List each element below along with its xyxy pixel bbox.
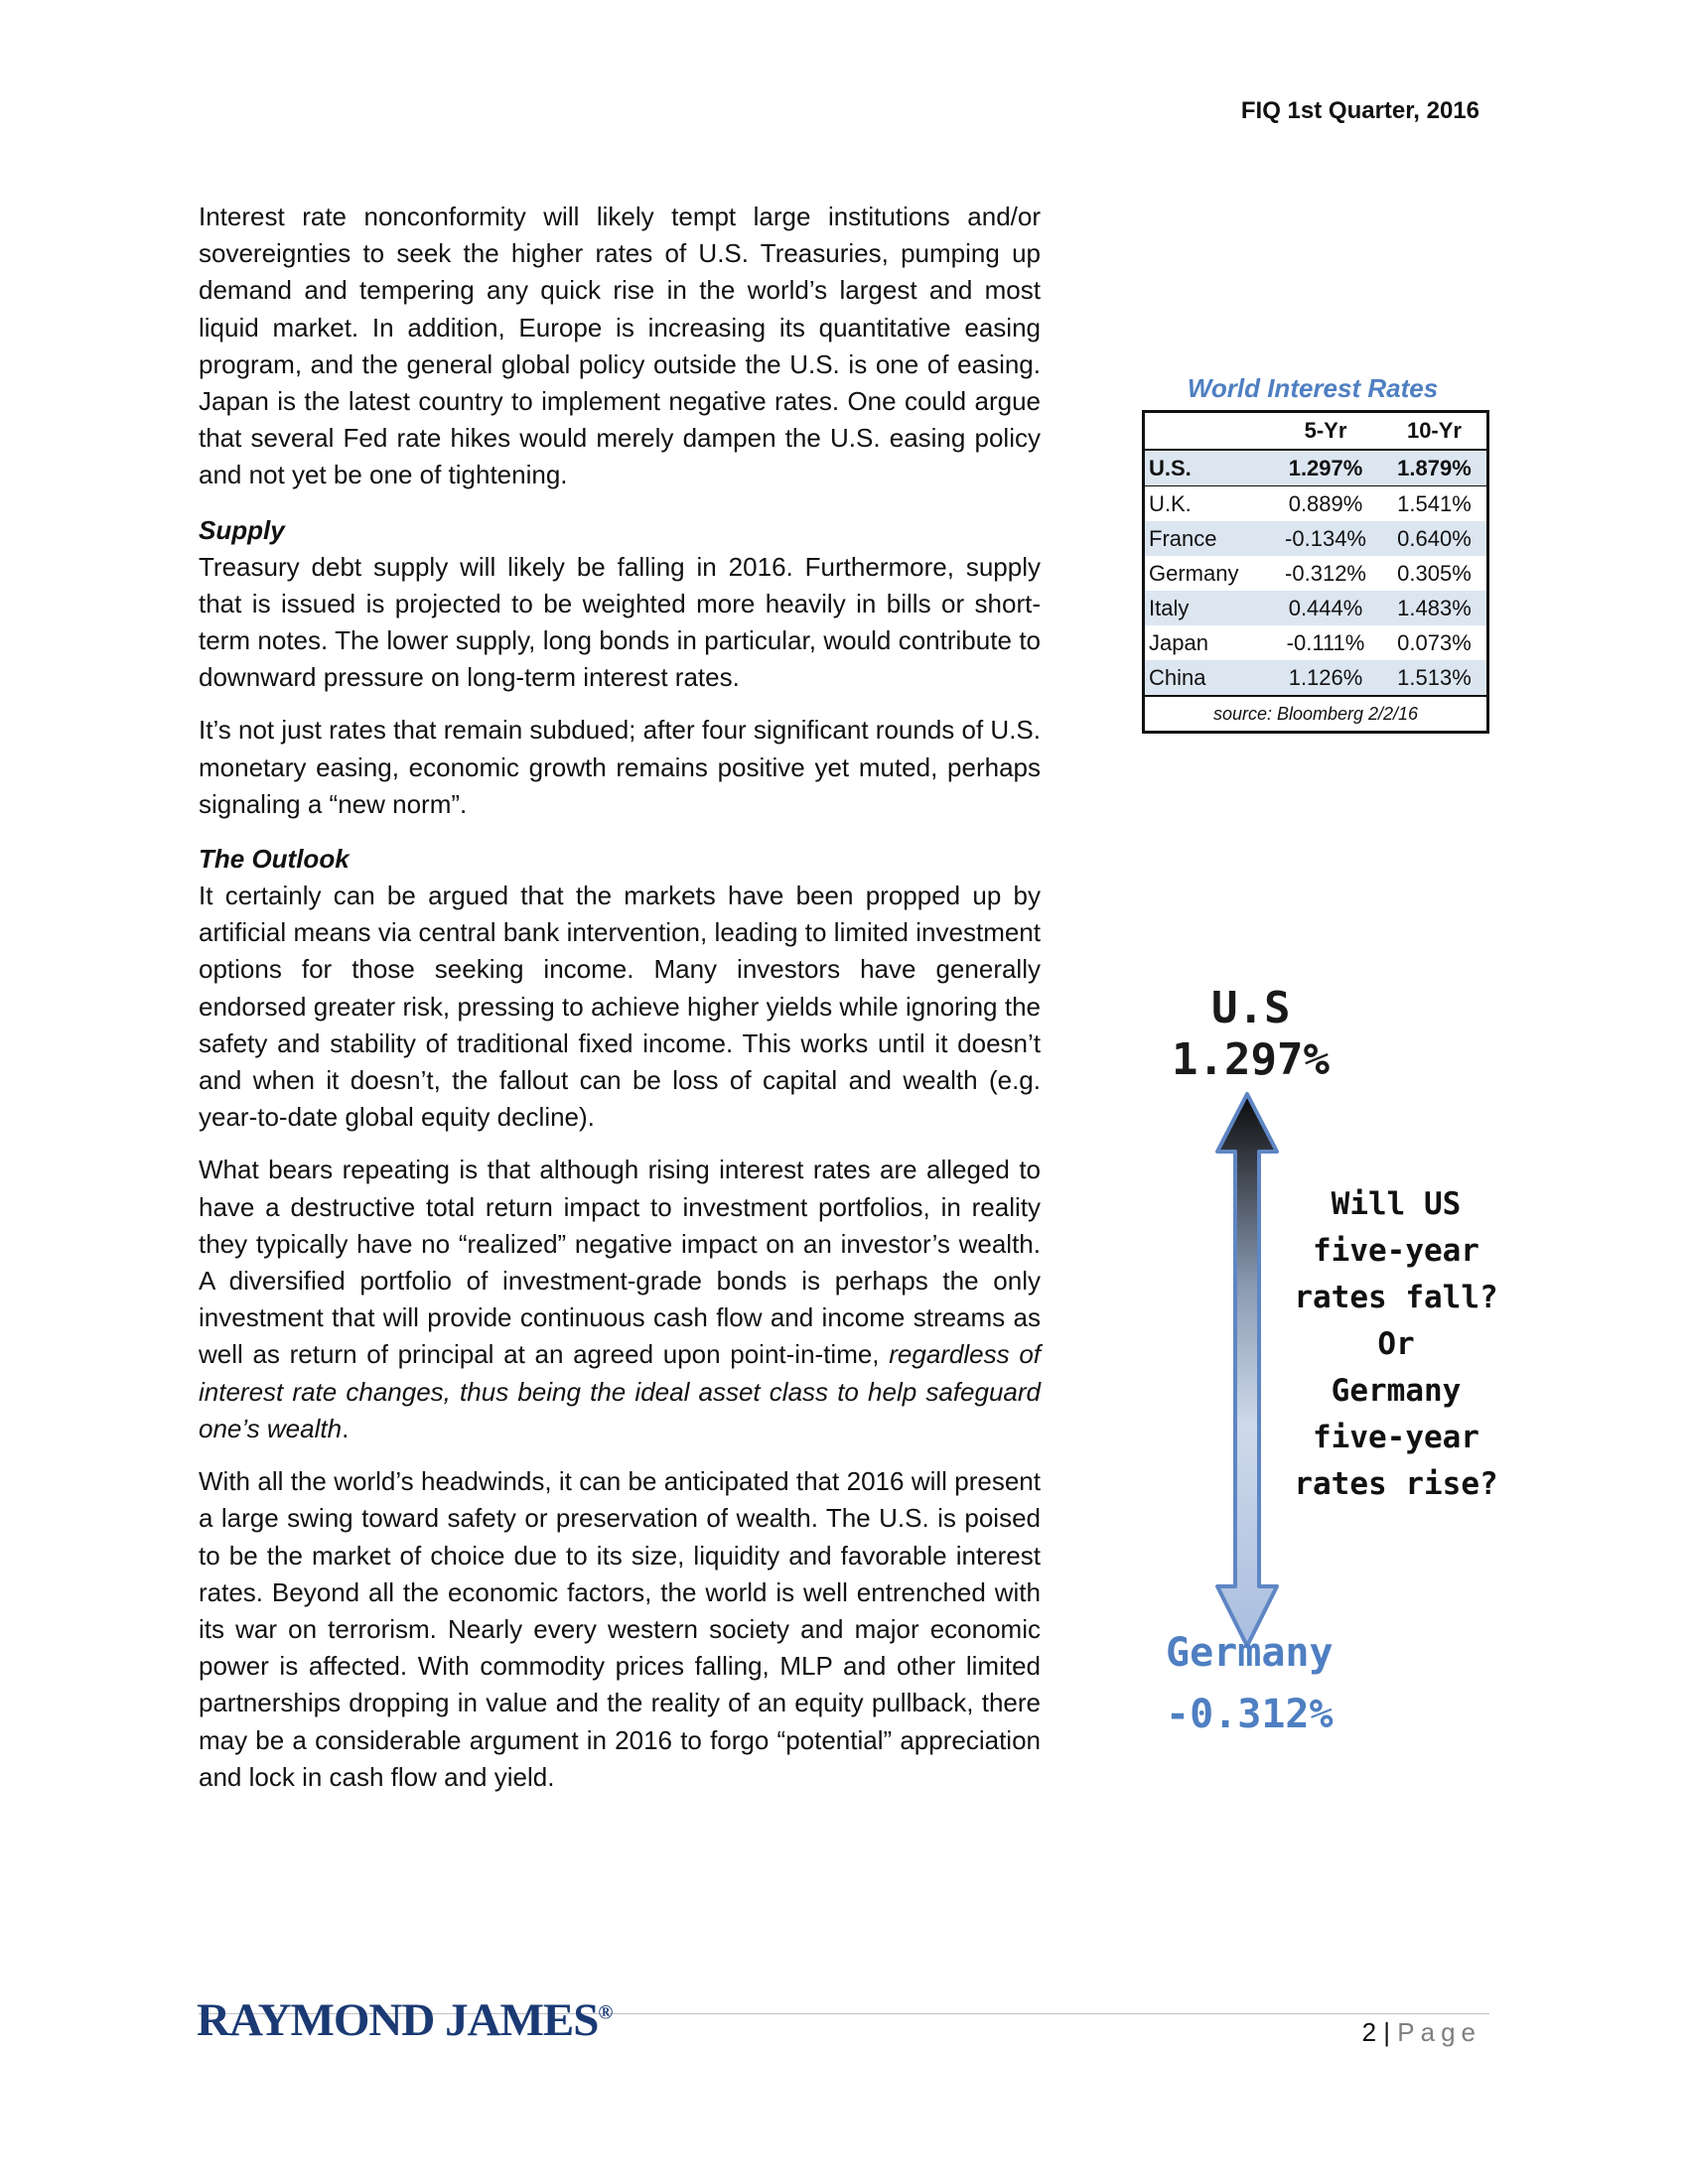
rate-5yr-cell: 1.126% — [1269, 660, 1382, 696]
page-header-title: FIQ 1st Quarter, 2016 — [1240, 97, 1479, 124]
registered-mark: ® — [598, 2001, 613, 2024]
rate-10yr-cell: 1.483% — [1382, 591, 1488, 625]
table-source-row — [1144, 696, 1488, 733]
table-row — [1144, 625, 1488, 660]
country-cell: Italy — [1144, 591, 1270, 625]
paragraph-headwinds: With all the world’s headwinds, it can be anticipated that 2016 will present a large swing toward safety or preservation of wealth. The U.S. is poised to be the market of choice due to its size, liquidity and favorable interest rates. Beyond all the economic factors, the world is well entrenched with its war on terrorism. Nearly every western society and major economic power is affected. With commodity prices falling, MLP and other limited partnerships dropping in value and the reality of an equity pullback, there may be a considerable argument in 2016 to forgo “potential” appreciation and lock in cash flow and yield. — [199, 1466, 1041, 1792]
table-row — [1144, 450, 1488, 486]
us-label: U.S — [1211, 983, 1291, 1033]
paragraph-outlook: It certainly can be argued that the markets have been propped up by artificial means via central bank intervention, leading to limited investment options for those seeking income. Many investors have generally endorsed greater risk, pressing to achieve higher yields while ignoring the safety and stability of traditional fixed income. This works until it doesn’t and when it doesn’t, the fallout can be loss of capital and wealth (e.g. year-to-date global equity decline). — [199, 881, 1041, 1133]
country-cell: U.S. — [1144, 450, 1270, 486]
rate-10yr-cell: 1.541% — [1397, 490, 1472, 516]
header-10yr: 10-Yr — [1382, 412, 1488, 451]
bonds-emphasis: regardless of interest rate changes, thus being the ideal asset class to help safeguard one’s wealth — [199, 1339, 1041, 1443]
table-row — [1144, 660, 1488, 696]
table-source: source: Bloomberg 2/2/16 — [1144, 696, 1488, 733]
country-cell: France — [1144, 521, 1270, 556]
rate-5yr-cell: -0.134% — [1269, 521, 1382, 556]
table-row — [1144, 486, 1488, 522]
arrow-question-text: Will US five-year rates fall? Or Germany five-year rates rise? — [1294, 1186, 1498, 1502]
page-number — [1362, 2017, 1481, 2048]
table-row — [1144, 521, 1488, 556]
germany-label: Germany — [1166, 1630, 1334, 1676]
table-row — [1144, 556, 1488, 591]
rate-arrow-figure — [1152, 983, 1509, 1747]
rates-table-title: World Interest Rates — [1187, 373, 1439, 403]
page-separator: | — [1383, 2017, 1391, 2047]
logo-text: RAYMOND JAMES — [197, 1994, 599, 2046]
main-text-column — [199, 199, 1041, 1812]
rate-5yr-cell: 1.297% — [1269, 450, 1382, 486]
paragraph-bonds — [199, 1152, 1041, 1447]
header-5yr: 5-Yr — [1269, 412, 1382, 451]
rate-5yr-cell: -0.111% — [1286, 629, 1365, 655]
rate-10yr-cell: 1.513% — [1382, 660, 1488, 696]
paragraph-growth: It’s not just rates that remain subdued; after four significant rounds of U.S. monetary easing, economic growth remains positive yet muted, perhaps signaling a “new norm”. — [199, 715, 1041, 819]
heading-supply: Supply — [199, 514, 285, 545]
rate-5yr-cell: 0.889% — [1288, 490, 1363, 516]
rate-10yr-cell: 1.879% — [1382, 450, 1488, 486]
page-number-value: 2 — [1361, 2017, 1377, 2047]
table-row — [1144, 591, 1488, 625]
header-country — [1144, 412, 1270, 451]
germany-rate-value: -0.312% — [1166, 1692, 1334, 1737]
rate-10yr-cell: 0.640% — [1382, 521, 1488, 556]
bonds-text: What bears repeating is that although rising interest rates are alleged to have a destructive total return impact to investment portfolios, in reality they typically have no “realized” negative impact on an investor’s wealth. A diversified portfolio of investment-grade bonds is perhaps the only investment that will provide continuous cash flow and income streams as well as return of principal at an agreed upon point-in-time, — [199, 1155, 1041, 1370]
heading-outlook: The Outlook — [199, 844, 350, 875]
rate-5yr-cell: -0.312% — [1285, 560, 1366, 586]
country-cell: U.K. — [1149, 490, 1192, 516]
rate-10yr-cell: 0.073% — [1397, 629, 1472, 655]
page-word: Page — [1397, 2017, 1481, 2047]
country-cell: China — [1144, 660, 1270, 696]
paragraph-supply: Treasury debt supply will likely be falling in 2016. Furthermore, supply that is issued is projected to be weighted more heavily in bills or short-term notes. The lower supply, long bonds in particular, would contribute to downward pressure on long-term interest rates. — [199, 551, 1041, 693]
bonds-end: . — [342, 1413, 350, 1443]
rate-5yr-cell: 0.444% — [1269, 591, 1382, 625]
country-cell: Japan — [1149, 629, 1208, 655]
country-cell: Germany — [1149, 560, 1239, 586]
world-interest-rates-table — [1142, 410, 1489, 734]
us-rate-value: 1.297% — [1172, 1034, 1330, 1085]
rate-10yr-cell: 0.305% — [1397, 560, 1472, 586]
table-header-row — [1144, 412, 1488, 451]
raymond-james-logo — [197, 1993, 612, 2047]
paragraph-policy: Interest rate nonconformity will likely tempt large institutions and/or sovereignties to seek the higher rates of U.S. Treasuries, pumping up demand and tempering any quick rise in the world’s largest and most liquid market. In addition, Europe is increasing its quantitative easing program, and the general global policy outside the U.S. is one of easing. Japan is the latest country to implement negative rates. One could argue that several Fed rate hikes would merely dampen the U.S. easing policy and not yet be one of tightening. — [199, 202, 1041, 490]
